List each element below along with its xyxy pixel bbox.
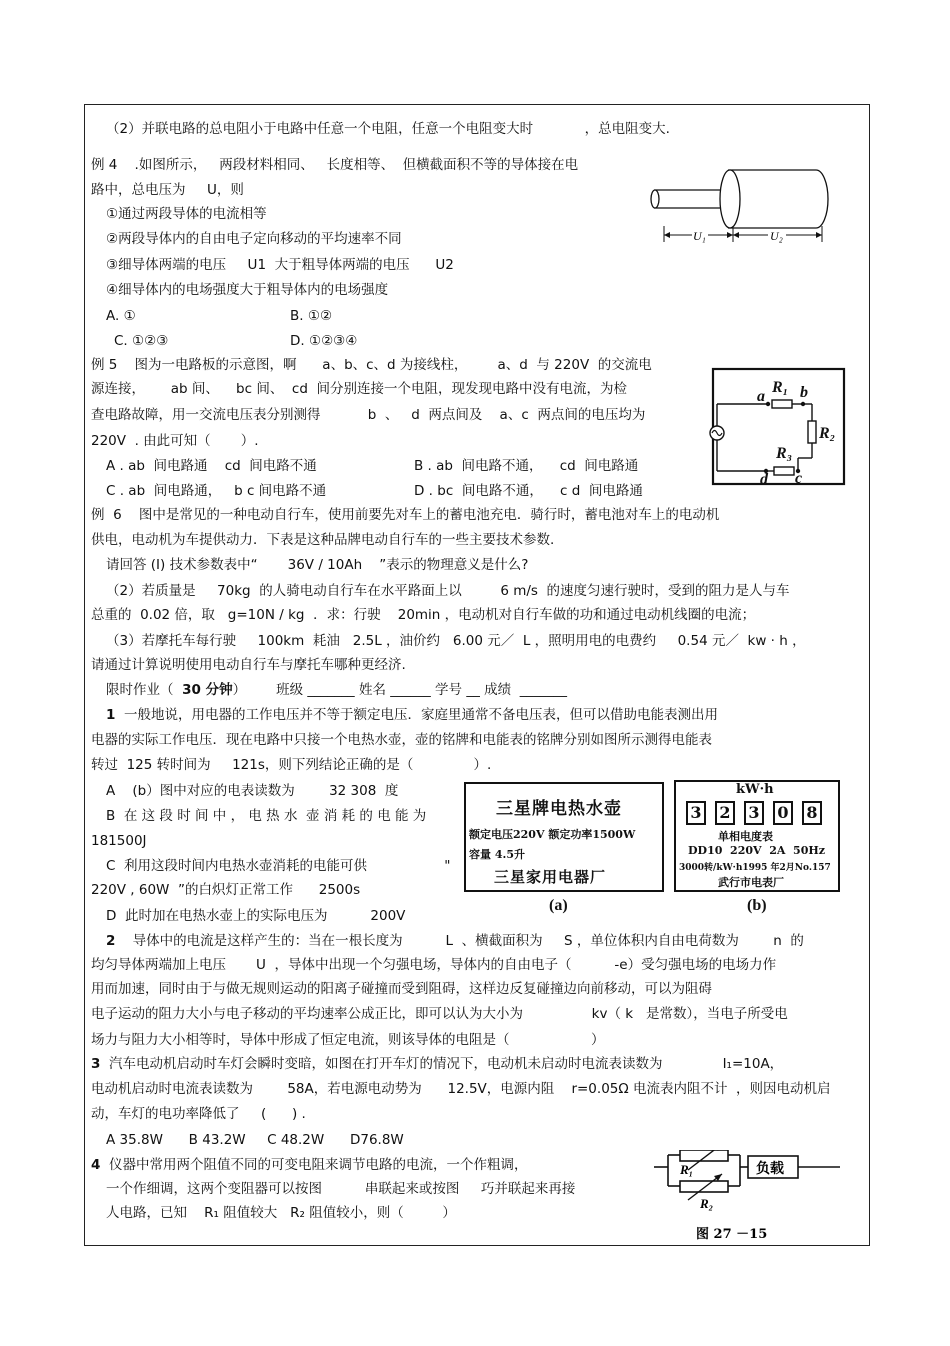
choice-a: A. ① (106, 308, 136, 324)
homework-label: 限时作业（ (106, 682, 183, 698)
question-text: 汽车电动机启动时车灯会瞬时变暗，如图在打开车灯的情况下，电动机未启动时电流表读数为 I₁=10A， (100, 1056, 784, 1072)
meter-spec: DD10 220V 2A 50Hz (688, 844, 825, 857)
question-number: 4 (91, 1157, 101, 1173)
u1-label: U₁ (693, 229, 706, 243)
u2-label: U₂ (770, 229, 783, 243)
conductor-figure (648, 158, 833, 248)
rheostat-figure (650, 1150, 845, 1242)
example-6-line: （2）若质量是 70kg 的人骑电动自行车在水平路面上以 6 m/s 的速度匀速行驶时，受到的阻力是人与车 (106, 583, 790, 599)
question-3-line: 动，车灯的电功率降低了 ( ) . (91, 1106, 306, 1122)
meter-digit: 0 (773, 801, 793, 825)
example-5-line: 查电路故障，用一交流电压表分别测得 b 、 d 两点间及 a、c 两点间的电压均为 (91, 407, 646, 423)
example-6-line: （3）若摩托车每行驶 100km 耗油 2.5L ，油价约 6.00 元／ L ，照明用电的电费约 0.54 元／ kw · h ， (106, 633, 806, 649)
option-item: ②两段导体内的自由电子定向移动的平均速率不同 (106, 231, 402, 247)
option-item: ④细导体内的电场强度大于粗导体内的电场强度 (106, 282, 389, 298)
example-6-line: 请回答 (I) 技术参数表中“ 36V / 10Ah ”表示的物理意义是什么? (106, 557, 529, 573)
question-2-line (106, 932, 804, 950)
example-6-line: 供电，电动机为车提供动力．下表是这种品牌电动自行车的一些主要技术参数. (91, 532, 555, 548)
question-3-line: 电动机启动时电流表读数为 58A，若电源电动势为 12.5V，电源内阻 r=0.05Ω 电流表内阻不计 ，则因电动机启 (91, 1081, 831, 1097)
terminal-c: c (795, 470, 803, 487)
homework-fields: ） 班级 _______ 姓名 ______ 学号 __ 成绩 _______ (232, 682, 567, 698)
question-4-line: 人电路，已知 R₁ 阻值较大 R₂ 阻值较小，则（ ） (106, 1205, 456, 1221)
r2-label: R₂ (819, 425, 836, 442)
meter-maker: 武行市电表厂 (718, 876, 784, 889)
question-number: 1 (106, 707, 116, 723)
meter-digit: 3 (744, 801, 764, 825)
question-text: 导体中的电流是这样产生的：当在一根长度为 L 、横截面积为 S ，单位体积内自由电荷数为 n 的 (115, 933, 804, 949)
example-6-line: 请通过计算说明使用电动自行车与摩托车哪种更经济. (91, 657, 406, 673)
meter-nameplate (674, 780, 840, 892)
meter-digit: 2 (715, 801, 735, 825)
homework-time: 30 分钟 (182, 682, 233, 698)
content-frame (84, 104, 870, 1246)
figure-caption: 图 27 －15 (696, 1227, 768, 1242)
question-text: 一般地说，用电器的工作电压并不等于额定电压．家庭里通常不备电压表，但可以借助电能表测出用 (115, 707, 718, 723)
kettle-capacity: 容量 4.5升 (469, 848, 525, 861)
choice-d: D. ①②③④ (290, 333, 358, 349)
r2-label: R₂ (700, 1196, 714, 1211)
choice-b: B . ab 间电路不通， cd 间电路通 (414, 458, 639, 474)
meter-digit: 3 (686, 801, 706, 825)
choice-c: C. ①②③ (114, 333, 169, 349)
terminal-d: d (760, 471, 768, 488)
meter-digits (686, 801, 822, 825)
meter-type: 单相电度表 (718, 830, 773, 843)
question-4-line (91, 1156, 528, 1174)
r1-label: R₁ (772, 379, 789, 396)
choice-d: D . bc 间电路不通， c d 间电路通 (414, 483, 643, 499)
example-4-line: 例 4 .如图所示， 两段材料相同、 长度相等、 但横截面积不等的导体接在电 (91, 157, 579, 173)
meter-unit: kW·h (736, 782, 774, 797)
question-1-line (106, 706, 718, 724)
choice-a: A . ab 间电路通 cd 间电路不通 (106, 458, 317, 474)
caption-a: (a) (549, 897, 568, 914)
choice-b: 181500J (91, 833, 147, 849)
meter-digit: 8 (802, 801, 822, 825)
question-2-line: 均匀导体两端加上电压 U ，导体中出现一个匀强电场，导体内的自由电子（ -e）受匀强电场的电场力作 (91, 957, 777, 973)
question-number: 2 (106, 933, 116, 949)
question-2-line: 电子运动的阻力大小与电子移动的平均速率公成正比，即可以认为大小为 kv（ k 是常数），当电子所受电 (91, 1006, 788, 1022)
circuit-board-figure (700, 366, 850, 491)
example-5-line: 源连接， ab 间、 bc 间、 cd 间分别连接一个电阻，现发现电路中没有电流，为检 (91, 381, 627, 397)
r1-label: R₁ (680, 1162, 694, 1177)
kettle-title: 三星牌电热水壶 (496, 799, 622, 819)
question-1-line: 电器的实际工作电压．现在电路中只接一个电热水壶，壶的铭牌和电能表的铭牌分别如图所示测得电能表 (91, 732, 712, 748)
choice-c: C 利用这段时间内电热水壶消耗的电能可供 " (106, 858, 451, 874)
example-5-line: 例 5 图为一电路板的示意图，啊 a、b、c、d 为接线柱， a、d 与 220V 的交流电 (91, 357, 652, 373)
option-item: ③细导体两端的电压 U1 大于粗导体两端的电压 U2 (106, 257, 454, 273)
option-item: ①通过两段导体的电流相等 (106, 206, 267, 222)
load-label: 负载 (756, 1161, 784, 1177)
homework-header (106, 681, 567, 699)
caption-b: (b) (747, 897, 767, 914)
example-5-line: 220V . 由此可知（ ）. (91, 433, 259, 449)
kettle-nameplate (464, 782, 664, 892)
choice-c: C . ab 间电路通， b c 间电路不通 (106, 483, 327, 499)
question-2-line: 场力与阻力大小相等时，导体中形成了恒定电流，则该导体的电阻是（ ） (91, 1032, 605, 1048)
kettle-rating: 额定电压220V 额定功率1500W (469, 828, 636, 841)
question-1-line: 转过 125 转时间为 121s，则下列结论正确的是（ ）. (91, 757, 492, 773)
choice-b: B 在 这 段 时 间 中 ， 电 热 水 壶 消 耗 的 电 能 为 (106, 808, 427, 824)
choice-b: B. ①② (290, 308, 333, 324)
choice-a: A (b）图中对应的电表读数为 32 308 度 (106, 783, 399, 799)
choice-d: D 此时加在电热水壶上的实际电压为 200V (106, 908, 406, 924)
example-4-line: 路中，总电压为 U，则 (91, 182, 244, 198)
question-2-line: 用而加速，同时由于与做无规则运动的阳离子碰撞而受到阻碍，这样边反复碰撞边向前移动，可以为阻碍 (91, 981, 712, 997)
r3-label: R₃ (776, 445, 793, 462)
choice-c: 220V , 60W ”的白炽灯正常工作 2500s (91, 882, 361, 898)
question-3-options: A 35.8W B 43.2W C 48.2W D76.8W (106, 1132, 404, 1148)
text-line: （2）并联电路的总电阻小于电路中任意一个电阻，任意一个电阻变大时 ，总电阻变大. (106, 121, 670, 137)
example-6-line: 例 6 图中是常见的一种电动自行车，使用前要先对车上的蓄电池充电．骑行时，蓄电池对车上的电动机 (91, 507, 720, 523)
terminal-a: a (757, 388, 765, 405)
meter-constant: 3000转/kW·h1995 年2月No.157 (679, 863, 831, 873)
question-text: 仪器中常用两个阻值不同的可变电阻来调节电路的电流，一个作粗调， (100, 1157, 528, 1173)
example-6-line: 总重的 0.02 倍，取 g=10N / kg ．求：行驶 20min ，电动机对自行车做的功和通过电动机线圈的电流； (91, 607, 756, 623)
kettle-maker: 三星家用电器厂 (494, 868, 607, 886)
question-number: 3 (91, 1056, 101, 1072)
question-4-line: 一个作细调，这两个变阻器可以按图 串联起来或按图 巧并联起来再接 (106, 1181, 576, 1197)
terminal-b: b (800, 384, 808, 401)
question-3-line (91, 1055, 783, 1073)
